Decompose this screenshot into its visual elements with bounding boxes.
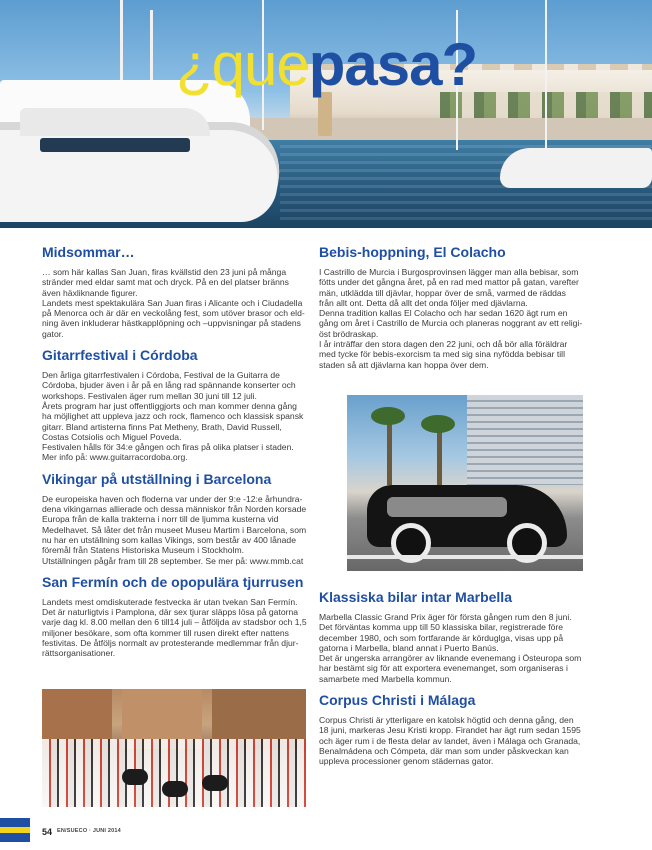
palm-leaves	[371, 407, 405, 425]
photo-classic-car	[347, 395, 583, 571]
text-vikingar: De europeiska haven och floderna var under der 9:e -12:e århundra-dena vikingarnas allierade och dessa människor från Norden korsade Europa från de kalla trakterna i norr till de ljumma kusterna vid Medelhavet. Så låter det från museet Museu Martim i Barcelona, som nu har en utställning som kallas Vikings, som består av 400 lånade föremål från Statens Historiska Museum i Stockholm. Utställningen pågår fram till 28 september. Se mer på: www.mmb.cat	[42, 493, 307, 566]
yacht-right	[500, 148, 652, 188]
shoreline	[250, 118, 652, 140]
left-column	[42, 244, 308, 659]
bull	[122, 769, 148, 785]
palm-leaves	[421, 415, 455, 433]
bull	[162, 781, 188, 797]
text-bebis-hoppning: I Castrillo de Murcia i Burgosprovinsen lägger man alla bebisar, som fötts under det gångna året, på en rad med mattor på gatan, varefter män, utklädda till djävlar, hoppar över de små, varmed de räddas från allt ont. Detta då allt det onda följer med djävlarna. Denna tradition kallas El Colacho och har sedan 1620 ägt rum en gång om året i Castrillo de Murcia och planeras noggrant av ett religi-öst brödraskap. I år inträffar den stora dagen den 22 juni, och då bör alla föräldrar med tycke för bebis-exorcism ta med sig sina nyfödda bebisar till staden så att djävlarna kan hoppa över dem.	[319, 267, 583, 370]
hero-photo	[0, 0, 652, 228]
flag-blue-bottom	[0, 833, 30, 842]
text-klassiska-bilar: Marbella Classic Grand Prix äger för första gången rum den 8 juni. Det förväntas komma upp till 50 klassiska bilar, registrerade före december 1980, och som fortfarande är körduglga, visas upp på gatorna i Marbella, bland annat i Puerto Banús. Det är ungerska arrangörer av liknande evenemang i Östeuropa som har bestämt sig för att exportera evenemanget, som organiseras i samarbete med Marbella kommun.	[319, 612, 582, 684]
yacht-window	[40, 138, 190, 152]
title-bold: pasa?	[308, 31, 478, 98]
heading-bebis-hoppning: Bebis-hoppning, El Colacho	[319, 244, 506, 260]
right-column-top	[319, 244, 583, 370]
text-corpus-christi: Corpus Christi är ytterligare en katolsk högtid och denna gång, den 18 juni, markeras Jesu Kristi kropp. Firandet har ägt rum sedan 1595 och äger rum i de flesta delar av landet, även i Málaga och Granada, Benalmádena och Cómpeta, där man som under påskveckan kan uppleva processioner genom städernas gator.	[319, 715, 581, 767]
page-number: 54	[42, 827, 53, 837]
heading-san-fermin: San Fermín och de opopulära tjurrusen	[42, 573, 304, 590]
right-column-bottom	[319, 589, 583, 767]
hotel-building	[467, 395, 583, 485]
heading-gitarrfestival: Gitarrfestival i Córdoba	[42, 347, 198, 364]
title-light: ¿que	[176, 31, 309, 98]
bull	[202, 775, 228, 791]
palm-trunk	[387, 415, 392, 485]
magazine-issue: EN/SUECO · JUNI 2014	[57, 828, 121, 834]
text-gitarrfestival: Den årliga gitarrfestivalen i Córdoba, Festival de la Guitarra de Córdoba, bjuder även i år på en lång rad spännande konserter och workshops. Festivalen äger rum mellan 30 juni till 12 juli. Årets program har just offentliggjorts och man kommer denna gång ha möjlighet att uppleva jazz och rock, flamenco och klassisk spansk gitarr. Bland artisterna finns Pat Metheny, Brath, David Russell, Costas Cotsiolis och Miguel Poveda. Festivalen hålls för 34:e gången och firas på olika platser i staden. Mer info på: www.guitarracordoba.org.	[42, 370, 304, 463]
heading-vikingar: Vikingar på utställning i Barcelona	[42, 470, 272, 487]
heading-midsommar: Midsommar…	[42, 244, 135, 260]
flag-blue-top	[0, 818, 30, 827]
swedish-flag-tab	[0, 818, 30, 842]
road-line	[347, 555, 583, 559]
yacht-cabin	[20, 108, 210, 136]
text-san-fermin: Landets mest omdiskuterade festvecka är utan tvekan San Fermín. Det är naturligtvis i Pamplona, där sex tjurar släpps lösa på gatorna varje dag kl. 8.00 mellan den 6 till14 juli – åtföljda av stadsbor och 1,5 miljoner besökare, som ofta kommer till rusen direkt efter nattens festivitas. De åtföljs normalt av protesterande medlemmar från djur-rättsorganisationer.	[42, 596, 307, 659]
heading-klassiska-bilar: Klassiska bilar intar Marbella	[319, 589, 512, 605]
yacht-front	[0, 122, 289, 222]
heading-corpus-christi: Corpus Christi i Málaga	[319, 692, 476, 709]
text-midsommar: … som här kallas San Juan, firas kvällstid den 23 juni på många stränder med eldar samt mat och dryck. På en del platser bränns även häxliknande figurer. Landets mest spektakulära San Juan firas i Alicante och i Ciudadella på Menorca och är där en veckolång fest, som utöver brasor och eld-ning även inkluderar hästkapplöpning och –uppvisningar på stadens gator.	[42, 267, 305, 339]
page-title	[176, 30, 477, 100]
car-side-panel	[387, 497, 507, 517]
photo-bull-run	[42, 689, 306, 807]
mast	[545, 0, 547, 150]
